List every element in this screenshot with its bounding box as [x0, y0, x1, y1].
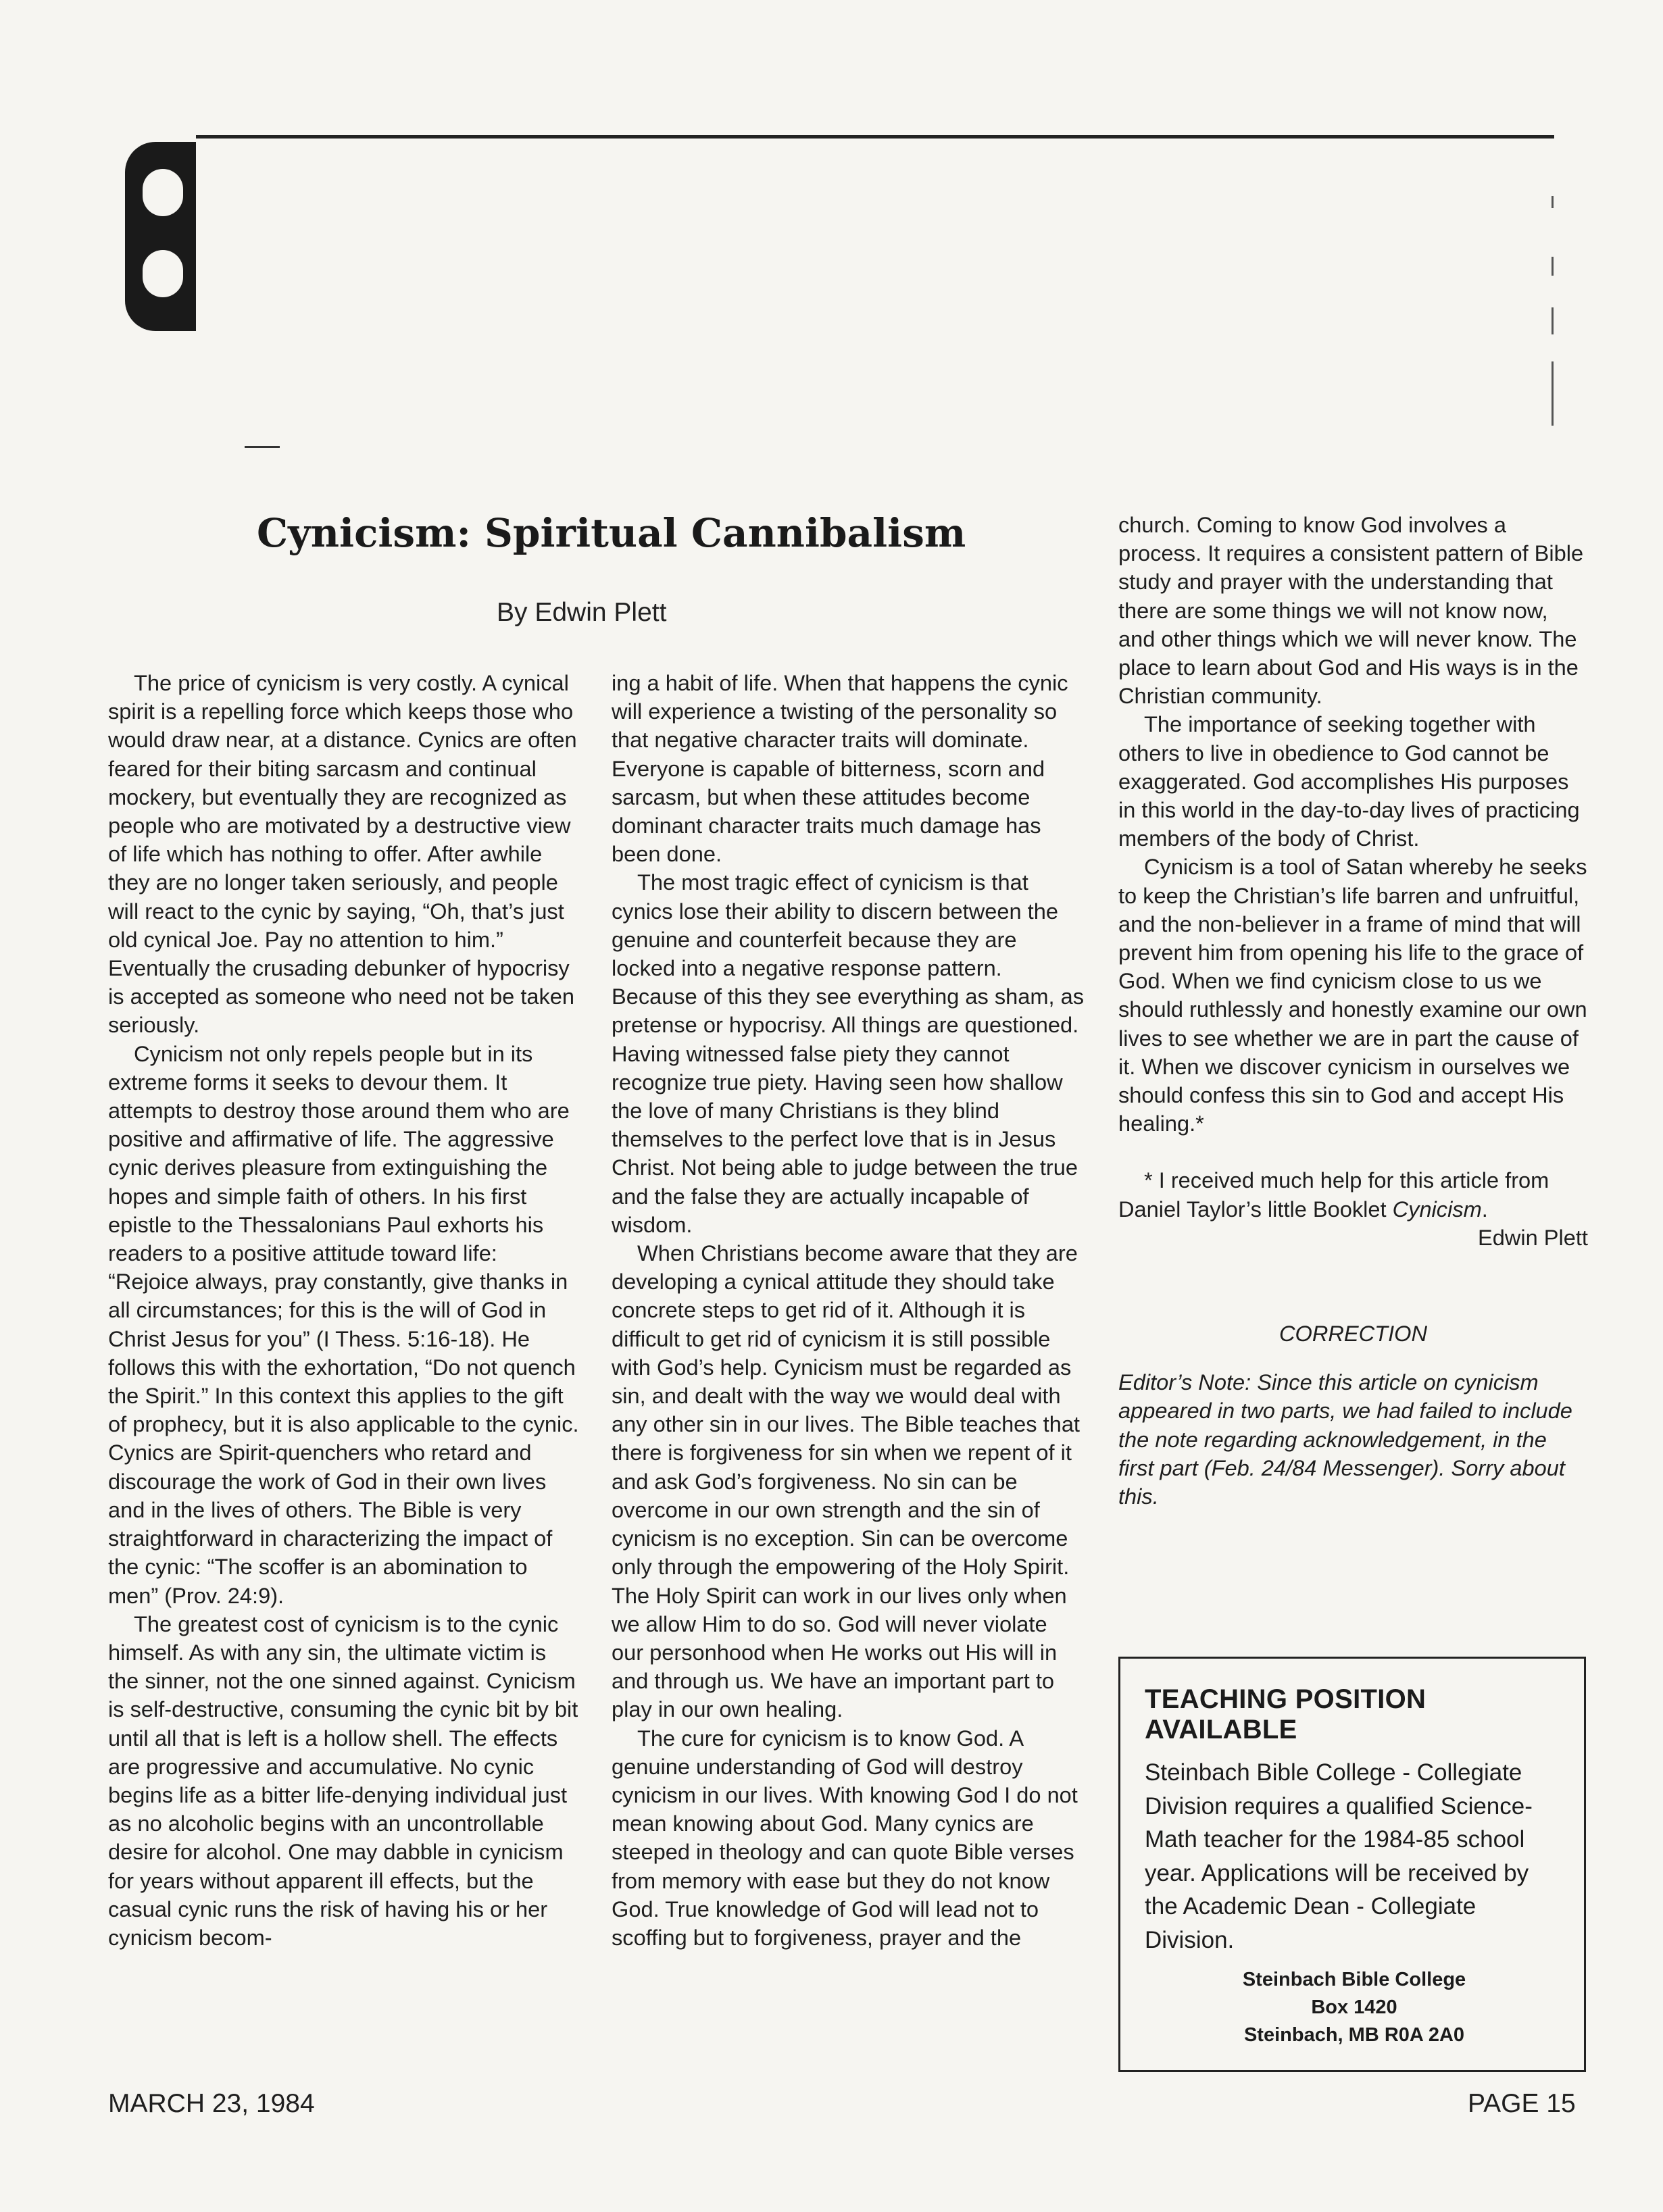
- ad-body: Steinbach Bible College - Collegiate Division requires a qualified Science-Math teacher for the 1984-85 school year. Applications will be received by the Academic Dean - Collegiate Division.: [1145, 1759, 1533, 1953]
- paragraph: When Christians become aware that they are developing a cynical attitude they should take concrete steps to get rid of it. Although it is difficult to get rid of cynicism it is still possible with God’s help. Cynicism must be regarded as sin, and dealt with the way we would deal with any other sin in our lives. The Bible teaches that there is forgiveness for sin when we repent of it and ask God’s forgiveness. No sin can be overcome in our own strength and the sin of cynicism is no exception. Sin can be overcome only through the empowering of the Holy Spirit. The Holy Spirit can work in our lives only when we allow Him to do so. God will never violate our personhood when He works out His will in and through us. We have an important part to play in our own healing.: [612, 1240, 1080, 1722]
- margin-tick: [1552, 196, 1554, 208]
- article-column-1: [108, 669, 581, 1952]
- article-byline: By Edwin Plett: [497, 598, 667, 627]
- ad-title: TEACHING POSITION AVAILABLE: [1145, 1684, 1426, 1744]
- footnote-book-title: Cynicism: [1392, 1196, 1482, 1222]
- paragraph: The price of cynicism is very costly. A cynical spirit is a repelling force which keeps those who would draw near, at a distance. Cynics are often feared for their biting sarcasm and continual mockery, but eventually they are recognized as people who are motivated by a destructive view of life which has nothing to offer. After awhile they are no longer taken seriously, and people will react to the cynic by saying, “Oh, that’s just old cynical Joe. Pay no attention to him.” Eventually the crusading debunker of hypocrisy is accepted as someone who need not be taken seriously.: [108, 670, 577, 1038]
- paragraph: The greatest cost of cynicism is to the cynic himself. As with any sin, the ultimate victim is the sinner, not the one sinned against. Cynicism is self-destructive, consuming the cynic bit by bit until all that is left is a hollow shell. The effects are progressive and accumulative. No cynic begins life as a bitter life-denying individual just as no alcoholic begins with an uncontrollable desire for alcohol. One may dabble in cynicism for years without apparent ill effects, but the casual cynic runs the risk of having his or her cynicism becom-: [108, 1611, 578, 1950]
- divider: [245, 446, 280, 448]
- ad-address: [1145, 1966, 1564, 2049]
- ad-address-line: Box 1420: [1311, 1996, 1397, 2018]
- header-rule: [196, 135, 1554, 139]
- paragraph: The most tragic effect of cynicism is that cynics lose their ability to discern between the genuine and counterfeit because they are locked into a negative response pattern. Because of this they see everything as sham, as pretense or hypocrisy. All things are questioned. Having witnessed false piety they cannot recognize true piety. Having seen how shallow the love of many Christians is they blind themselves to the perfect love that is in Jesus Christ. Not being able to judge between the true and the false they are actually incapable of wisdom.: [612, 870, 1084, 1237]
- paragraph: ing a habit of life. When that happens the cynic will experience a twisting of the personality so that negative character traits will dominate. Everyone is capable of bitterness, scorn and sarcasm, but when these attitudes become dominant character traits much damage has been done.: [612, 670, 1068, 867]
- paragraph: Cynicism not only repels people but in its extreme forms it seeks to devour them. It attempts to destroy those around them who are positive and affirmative of life. The aggressive cynic derives pleasure from extinguishing the hopes and simple faith of others. In his first epistle to the Thessalonians Paul exhorts his readers to a positive attitude toward life: “Rejoice always, pray constantly, give thanks in all circumstances; for this is the will of God in Christ Jesus for you” (I Thess. 5:16-18). He follows this with the exhortation, “Do not quench the Spirit.” In this context this applies to the gift of prophecy, but it is also applicable to the cynic. Cynics are Spirit-quenchers who retard and discourage the work of God in their own lives and in the lives of others. The Bible is very straightforward in characterizing the impact of the cynic: “The scoffer is an abomination to men” (Prov. 24:9).: [108, 1040, 579, 1608]
- article-title: Cynicism: Spiritual Cannibalism: [257, 510, 966, 556]
- footnote-end: .: [1481, 1196, 1488, 1222]
- margin-tick: [1552, 307, 1554, 334]
- paragraph: church. Coming to know God involves a process. It requires a consistent pattern of Bible study and prayer with the understanding that there are some things we will not know now, and other things which we will never know. The place to learn about God and His ways is in the Christian community.: [1118, 512, 1584, 709]
- ad-address-line: Steinbach, MB R0A 2A0: [1243, 2024, 1465, 2046]
- page-number: PAGE 15: [1468, 2089, 1576, 2118]
- correction-heading: CORRECTION: [1279, 1321, 1427, 1347]
- footnote: [1118, 1166, 1588, 1223]
- decorative-initial-icon: [125, 142, 196, 331]
- job-advertisement: [1118, 1657, 1586, 2072]
- article-column-2: [612, 669, 1085, 1952]
- paragraph: The importance of seeking together with others to live in obedience to God cannot be exaggerated. God accomplishes His purposes in this world in the day-to-day lives of practicing members of the body of Christ.: [1118, 711, 1580, 851]
- issue-date: MARCH 23, 1984: [108, 2089, 315, 2118]
- article-column-3: [1118, 511, 1588, 1511]
- editors-note: Editor’s Note: Since this article on cynicism appeared in two parts, we had failed to include the note regarding acknowledgement, in the first part (Feb. 24/84 Messenger). Sorry about this.: [1118, 1369, 1572, 1509]
- ad-address-line: Steinbach Bible College: [1242, 1969, 1466, 1990]
- margin-tick: [1552, 257, 1554, 276]
- paragraph: Cynicism is a tool of Satan whereby he seeks to keep the Christian’s life barren and unfruitful, and the non-believer in a frame of mind that will prevent him from opening his life to the grace of God. When we find cynicism close to us we should ruthlessly and honestly examine our own lives to see whether we are in part the cause of it. When we discover cynicism in ourselves we should confess this sin to God and accept His healing.*: [1118, 854, 1587, 1136]
- margin-tick: [1552, 361, 1554, 426]
- paragraph: The cure for cynicism is to know God. A genuine understanding of God will destroy cynicism in our lives. With knowing God I do not mean knowing about God. Many cynics are steeped in theology and can quote Bible verses from memory with ease but they do not know God. True knowledge of God will lead not to scoffing but to forgiveness, prayer and the: [612, 1725, 1078, 1950]
- footnote-signature: Edwin Plett: [1478, 1224, 1588, 1250]
- footnote-text: * I received much help for this article from Daniel Taylor’s little Booklet: [1118, 1167, 1549, 1222]
